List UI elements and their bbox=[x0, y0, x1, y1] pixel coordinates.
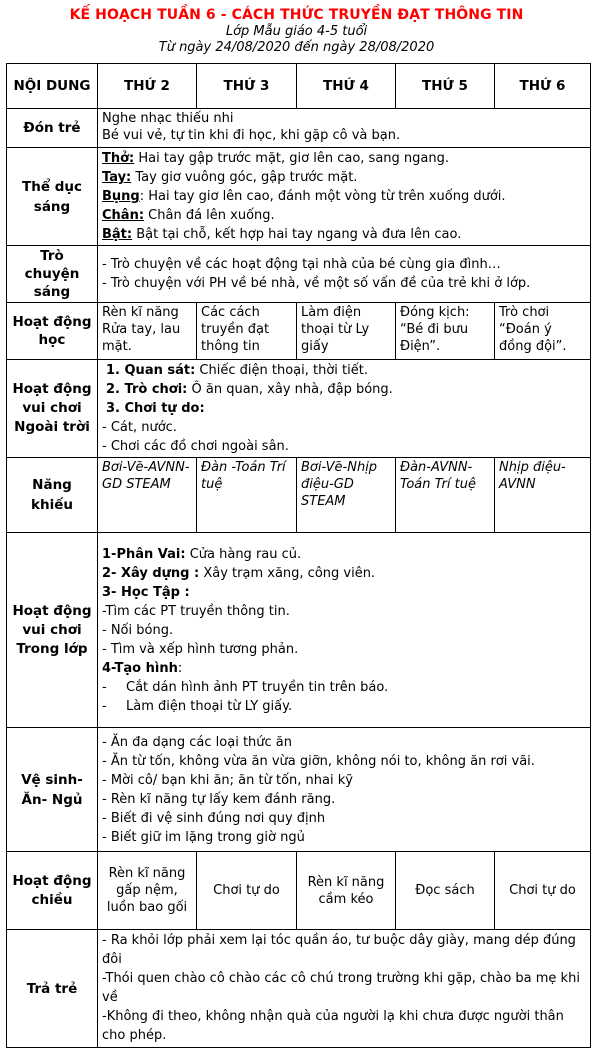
exercise-desc: Chân đá lên xuống. bbox=[144, 208, 275, 223]
cell-thu: Đóng kịch: “Bé đi bưu Điện”. bbox=[396, 303, 495, 360]
activity-name: 3. Chơi tự do: bbox=[106, 401, 205, 416]
content-line: - Trò chuyện với PH về bé nhà, về một số vấn đề của trẻ khi ở lớp. bbox=[102, 276, 531, 291]
exercise-line bbox=[102, 206, 586, 225]
exercise-name: Thở: bbox=[102, 151, 135, 166]
content-line: - Biết giữ im lặng trong giờ ngủ bbox=[102, 829, 305, 845]
exercise-name: Chân: bbox=[102, 208, 145, 223]
col-header-wed: THỨ 4 bbox=[297, 64, 396, 109]
exercise-desc: Hai tay gập trước mặt, giơ lên cao, sang ngang. bbox=[134, 151, 449, 166]
document-header bbox=[0, 0, 593, 56]
row-content bbox=[98, 930, 591, 1048]
cell-wed: Rèn kĩ năng cầm kéo bbox=[297, 852, 396, 930]
class-subtitle: Lớp Mẫu giáo 4-5 tuổi bbox=[225, 24, 368, 39]
exercise-desc: : Hai tay giơ lên cao, đánh một vòng từ trên xuống dưới. bbox=[139, 189, 506, 204]
activity-line bbox=[102, 564, 586, 583]
row-nang-khieu bbox=[7, 458, 591, 533]
row-label: Năng khiếu bbox=[7, 458, 98, 533]
exercise-line bbox=[102, 168, 586, 187]
row-chieu bbox=[7, 852, 591, 930]
content-line: Nghe nhạc thiếu nhi bbox=[102, 111, 234, 126]
cell-tue: Chơi tự do bbox=[197, 852, 297, 930]
cell-tue: Đàn -Toán Trí tuệ bbox=[197, 458, 297, 533]
exercise-line bbox=[102, 187, 586, 206]
row-don-tre bbox=[7, 109, 591, 148]
page-title: KẾ HOẠCH TUẦN 6 - CÁCH THỨC TRUYỀN ĐẠT THÔNG TIN bbox=[69, 7, 524, 23]
exercise-line bbox=[102, 225, 586, 244]
cell-wed: Bơi-Vẽ-Nhịp điệu-GD STEAM bbox=[297, 458, 396, 533]
activity-desc: Chiếc điện thoại, thời tiết. bbox=[195, 363, 368, 378]
cell-fri: Nhịp điệu-AVNN bbox=[495, 458, 591, 533]
row-label: Trò chuyện sáng bbox=[7, 246, 98, 303]
content-line: -Tìm các PT truyền thông tin. bbox=[102, 603, 290, 619]
row-the-duc bbox=[7, 148, 591, 246]
activity-name: 3- Học Tập : bbox=[102, 584, 190, 600]
content-line: Bé vui vẻ, tự tin khi đi học, khi gặp cô và bạn. bbox=[102, 128, 401, 143]
cell-fri: Chơi tự do bbox=[495, 852, 591, 930]
activity-name: 2- Xây dựng : bbox=[102, 565, 200, 581]
activity-line bbox=[102, 545, 586, 564]
col-header-tue: THỨ 3 bbox=[197, 64, 297, 109]
cell-thu: Đọc sách bbox=[396, 852, 495, 930]
col-header-content: NỘI DUNG bbox=[7, 64, 98, 109]
list-item: - Cắt dán hình ảnh PT truyền tin trên báo. bbox=[102, 679, 389, 695]
row-content bbox=[98, 533, 591, 728]
content-line: - Mời cô/ bạn khi ăn; ăn từ tốn, nhai kỹ bbox=[102, 772, 353, 788]
row-label: Hoạt động học bbox=[7, 303, 98, 360]
activity-line bbox=[102, 380, 586, 399]
content-line: - Chơi các đồ chơi ngoài sân. bbox=[102, 439, 289, 454]
cell-thu: Đàn-AVNN-Toán Trí tuệ bbox=[396, 458, 495, 533]
list-item-text: Cắt dán hình ảnh PT truyền tin trên báo. bbox=[126, 679, 389, 695]
list-item: - Làm điện thoại từ LY giấy. bbox=[102, 698, 293, 714]
row-label: Thể dục sáng bbox=[7, 148, 98, 246]
row-content bbox=[98, 246, 591, 303]
exercise-line bbox=[102, 149, 586, 168]
activity-line bbox=[102, 399, 586, 418]
table-header-row bbox=[7, 64, 591, 109]
row-ve-sinh bbox=[7, 728, 591, 852]
activity-desc: Xây trạm xăng, công viên. bbox=[199, 565, 376, 581]
content-line: - Ăn từ tốn, không vừa ăn vừa giỡn, không nói to, không ăn rơi vãi. bbox=[102, 753, 535, 769]
content-line: - Cát, nước. bbox=[102, 420, 177, 435]
row-ngoai-troi bbox=[7, 360, 591, 458]
list-item-text: Làm điện thoại từ LY giấy. bbox=[126, 698, 293, 714]
activity-line bbox=[102, 659, 586, 678]
cell-fri: Trò chơi “Đoán ý đồng đội”. bbox=[495, 303, 591, 360]
cell-mon: Rèn kĩ năng Rửa tay, lau mặt. bbox=[98, 303, 197, 360]
content-line: - Tìm và xếp hình tương phản. bbox=[102, 641, 299, 657]
exercise-name: Bụng bbox=[102, 189, 140, 204]
exercise-name: Bật: bbox=[102, 227, 133, 242]
row-label: Hoạt động vui chơi Ngoài trời bbox=[7, 360, 98, 458]
cell-tue: Các cách truyền đạt thông tin bbox=[197, 303, 297, 360]
exercise-name: Tay: bbox=[102, 170, 132, 185]
col-header-thu: THỨ 5 bbox=[396, 64, 495, 109]
row-label: Hoạt động chiều bbox=[7, 852, 98, 930]
cell-wed: Làm điện thoại từ Ly giấy bbox=[297, 303, 396, 360]
date-range: Từ ngày 24/08/2020 đến ngày 28/08/2020 bbox=[158, 40, 435, 55]
weekly-plan-table bbox=[6, 63, 591, 1048]
activity-name: 1. Quan sát: bbox=[106, 363, 196, 378]
activity-desc: Cửa hàng rau củ. bbox=[185, 546, 302, 562]
cell-mon: Bơi-Vẽ-AVNN-GD STEAM bbox=[98, 458, 197, 533]
row-content bbox=[98, 148, 591, 246]
row-label: Hoạt động vui chơi Trong lớp bbox=[7, 533, 98, 728]
cell-mon: Rèn kĩ năng gấp nệm, luồn bao gối bbox=[98, 852, 197, 930]
activity-desc: Ô ăn quan, xây nhà, đập bóng. bbox=[187, 382, 393, 397]
content-line: - Ăn đa dạng các loại thức ăn bbox=[102, 734, 293, 750]
exercise-desc: Tay giơ vuông góc, gập trước mặt. bbox=[131, 170, 358, 185]
content-line: - Biết đi vệ sinh đúng nơi quy định bbox=[102, 810, 326, 826]
row-content bbox=[98, 728, 591, 852]
activity-colon: : bbox=[177, 660, 183, 676]
row-label: Vệ sinh- Ăn- Ngủ bbox=[7, 728, 98, 852]
content-line: - Ra khỏi lớp phải xem lại tóc quần áo, tư buộc dây giày, mang dép đúng đôi bbox=[102, 933, 576, 967]
content-line: - Rèn kĩ năng tự lấy kem đánh răng. bbox=[102, 791, 336, 807]
row-tro-chuyen bbox=[7, 246, 591, 303]
row-tra-tre bbox=[7, 930, 591, 1048]
content-line: - Trò chuyện về các hoạt động tại nhà của bé cùng gia đình… bbox=[102, 257, 501, 272]
activity-line bbox=[102, 361, 586, 380]
exercise-desc: Bật tại chỗ, kết hợp hai tay ngang và đưa lên cao. bbox=[132, 227, 462, 242]
activity-name: 2. Trò chơi: bbox=[106, 382, 188, 397]
row-content bbox=[98, 109, 591, 148]
col-header-mon: THỨ 2 bbox=[98, 64, 197, 109]
activity-name: 1-Phân Vai: bbox=[102, 546, 186, 562]
row-content bbox=[98, 360, 591, 458]
row-trong-lop bbox=[7, 533, 591, 728]
row-label: Trả trẻ bbox=[7, 930, 98, 1048]
activity-name: 4-Tạo hình bbox=[102, 660, 178, 676]
col-header-fri: THỨ 6 bbox=[495, 64, 591, 109]
content-line: -Không đi theo, không nhận quà của người lạ khi chưa được người thân cho phép. bbox=[102, 1009, 564, 1043]
row-hoat-dong-hoc bbox=[7, 303, 591, 360]
row-label: Đón trẻ bbox=[7, 109, 98, 148]
content-line: -Thói quen chào cô chào các cô chú trong trường khi gặp, chào ba mẹ khi về bbox=[102, 971, 580, 1005]
content-line: - Nối bóng. bbox=[102, 622, 174, 638]
